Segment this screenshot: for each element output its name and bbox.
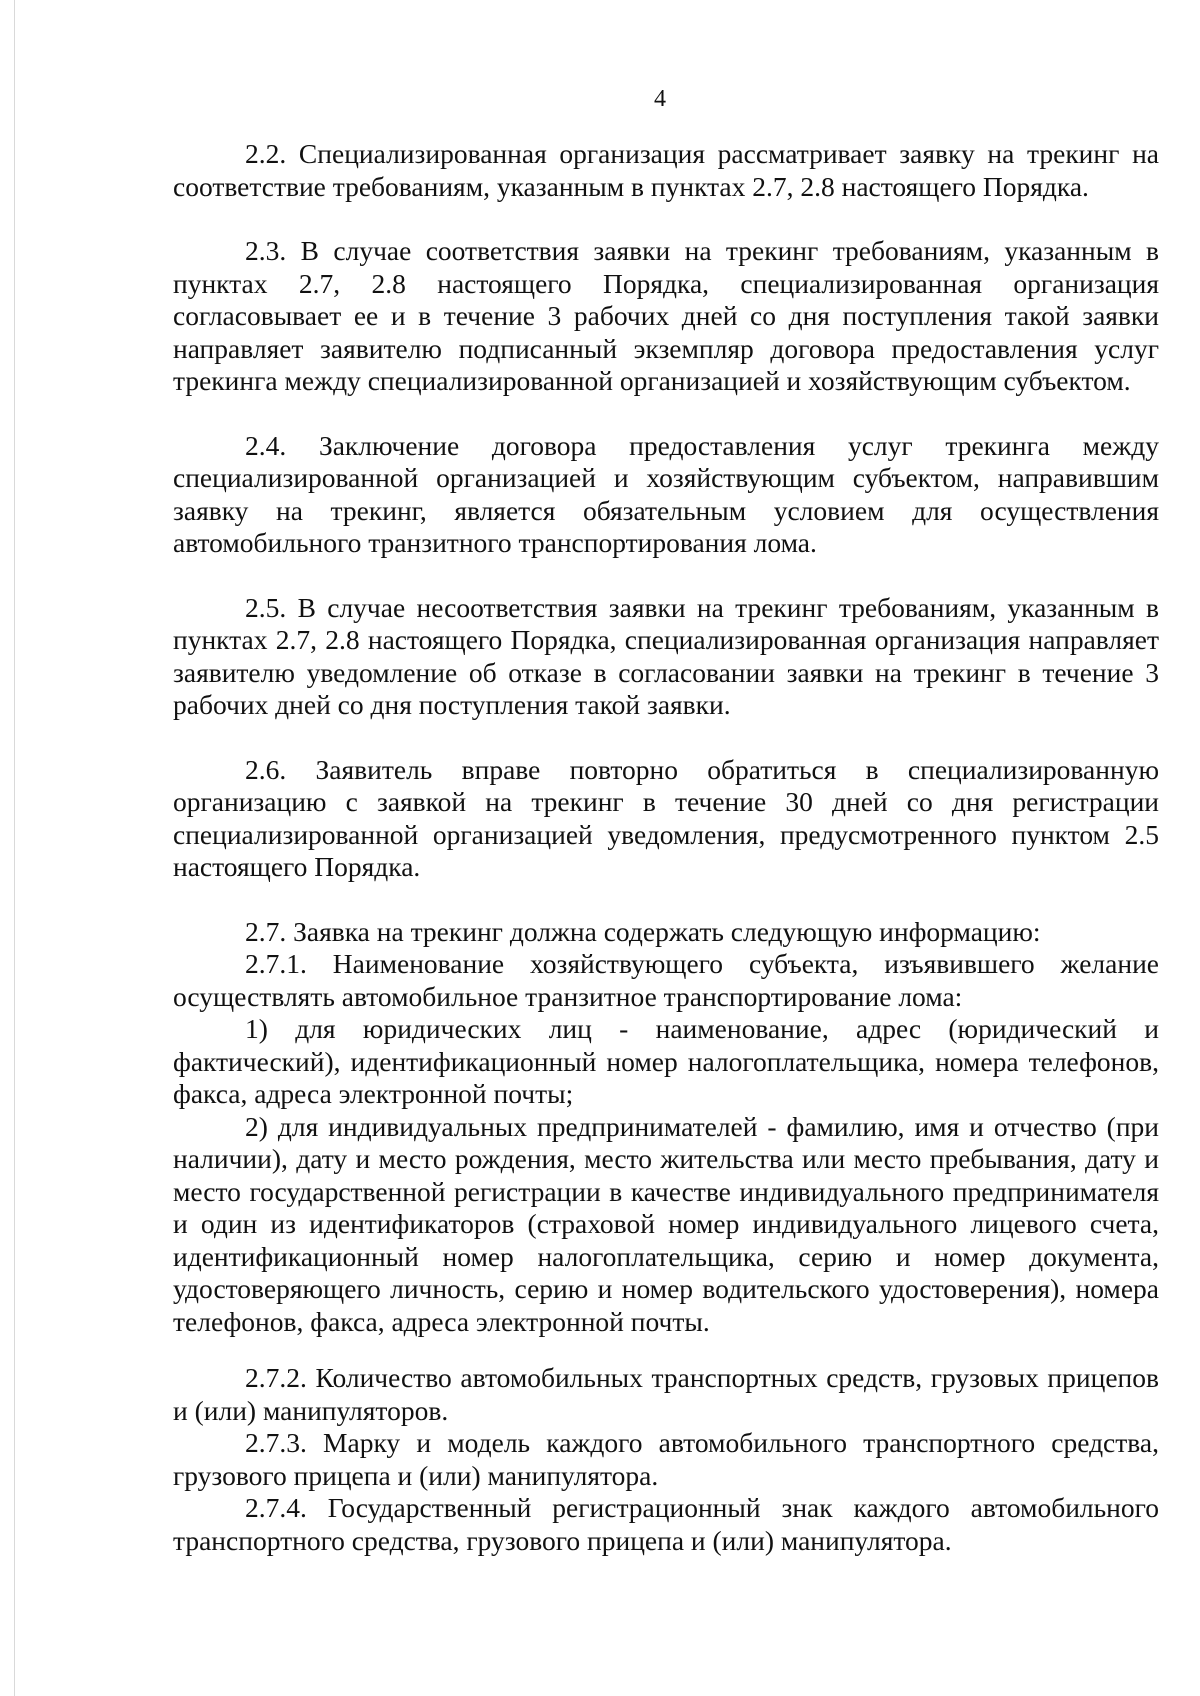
paragraph-2-7-1-item-2: 2) для индивидуальных предпринимателей - фамилию, имя и отчество (при наличии), дату и место рождения, место жительства или место пребывания, дату и место государственной регистрации в качестве индивидуального предпринимателя и один из идентификаторов (страховой номер индивидуального лицевого счета, идентификационный номер налогоплательщика, серию и номер документа, удостоверяющего личность, серию и номер водительского удостоверения), номера телефонов, факса, адреса электронной почты. (173, 1110, 1159, 1337)
paragraph-2-7-3: 2.7.3. Марку и модель каждого автомобильного транспортного средства, грузового прицепа и (или) манипулятора. (173, 1427, 1159, 1491)
paragraph-2-2: 2.2. Специализированная организация рассматривает заявку на трекинг на соответствие требованиям, указанным в пунктах 2.7, 2.8 настоящего Порядка. (173, 138, 1159, 202)
paragraph-2-5: 2.5. В случае несоответствия заявки на трекинг требованиям, указанным в пунктах 2.7, 2.8 настоящего Порядка, специализированная организация направляет заявителю уведомление об отказе в согласовании заявки на трекинг в течение 3 рабочих дней со дня поступления такой заявки. (173, 591, 1159, 720)
paragraph-2-7-1: 2.7.1. Наименование хозяйствующего субъекта, изъявившего желание осуществлять автомобильное транзитное транспортирование лома: (173, 948, 1159, 1012)
paragraph-2-6: 2.6. Заявитель вправе повторно обратиться в специализированную организацию с заявкой на трекинг в течение 30 дней со дня регистрации специализированной организацией уведомления, предусмотренного пунктом 2.5 настоящего Порядка. (173, 753, 1159, 882)
paragraph-2-7-4: 2.7.4. Государственный регистрационный знак каждого автомобильного транспортного средства, грузового прицепа и (или) манипулятора. (173, 1492, 1159, 1556)
document-body (173, 138, 1159, 1557)
paragraph-2-7: 2.7. Заявка на трекинг должна содержать следующую информацию: (245, 915, 1041, 947)
paragraph-2-7-2: 2.7.2. Количество автомобильных транспортных средств, грузовых прицепов и (или) манипуляторов. (173, 1362, 1159, 1426)
scan-edge-line (14, 0, 15, 1696)
paragraph-2-7-1-item-1: 1) для юридических лиц - наименование, адрес (юридический и фактический), идентификационный номер налогоплательщика, номера телефонов, факса, адреса электронной почты; (173, 1013, 1159, 1109)
page-number: 4 (654, 86, 666, 112)
paragraph-2-3: 2.3. В случае соответствия заявки на трекинг требованиям, указанным в пунктах 2.7, 2.8 настоящего Порядка, специализированная организация согласовывает ее и в течение 3 рабочих дней со дня поступления такой заявки направляет заявителю подписанный экземпляр договора предоставления услуг трекинга между специализированной организацией и хозяйствующим субъектом. (173, 235, 1159, 396)
paragraph-2-4: 2.4. Заключение договора предоставления услуг трекинга между специализированной организацией и хозяйствующим субъектом, направившим заявку на трекинг, является обязательным условием для осуществления автомобильного транзитного транспортирования лома. (173, 429, 1159, 558)
